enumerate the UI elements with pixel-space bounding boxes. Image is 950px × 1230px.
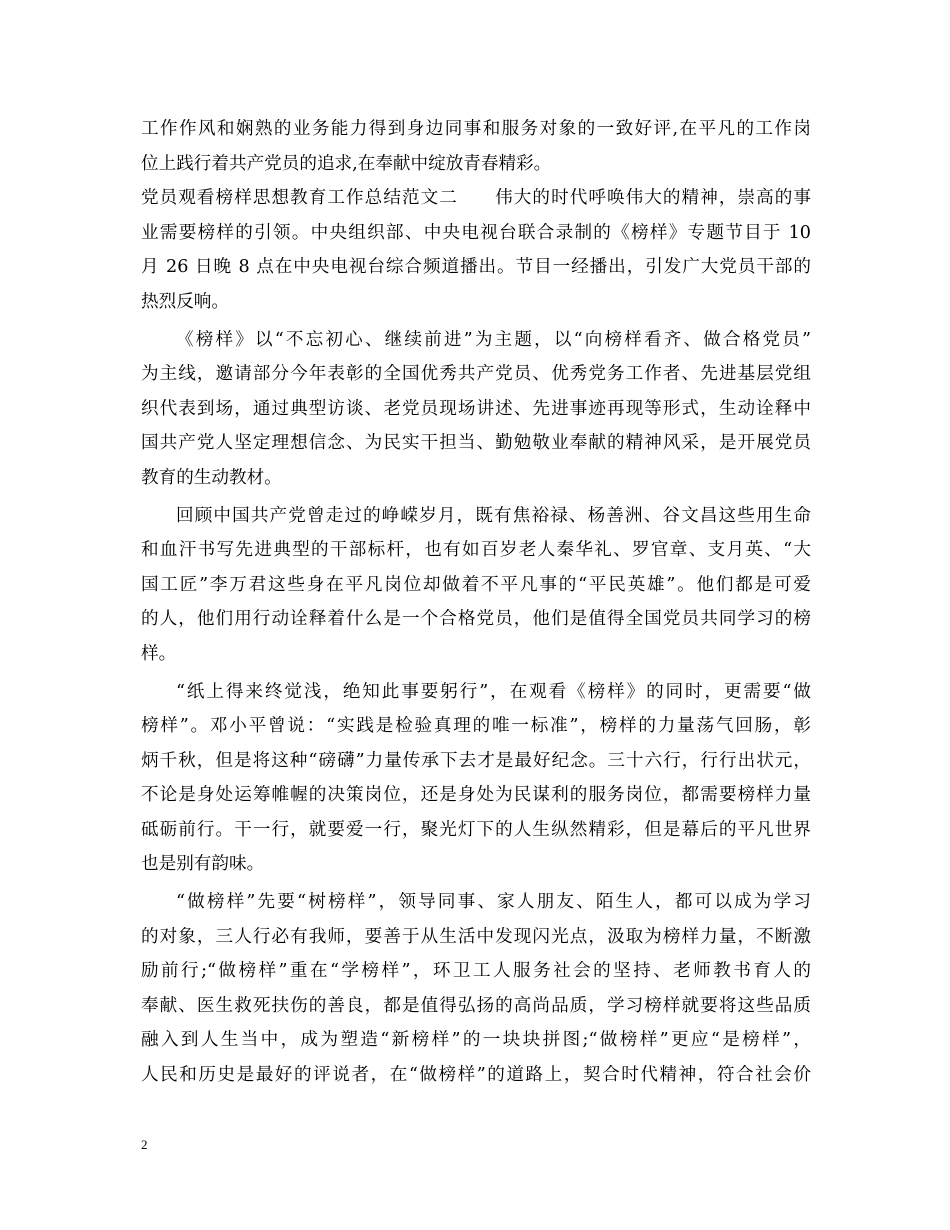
text-line: 回顾中国共产党曾走过的峥嵘岁月，既有焦裕禄、杨善洲、谷文昌这些用生命 bbox=[176, 505, 811, 526]
text-line: 国共产党人坚定理想信念、为民实干担当、勤勉敬业奉献的精神风采，是开展党员 bbox=[141, 433, 811, 454]
page-number: 2 bbox=[141, 1137, 148, 1152]
text-line: 样。 bbox=[141, 643, 177, 664]
body-text bbox=[141, 112, 811, 1093]
text-line: 热烈反响。 bbox=[141, 291, 229, 312]
text-line: 的对象，三人行必有我师，要善于从生活中发现闪光点，汲取为榜样力量，不断激 bbox=[141, 926, 811, 947]
text-line: 国工匠”李万君这些身在平凡岗位却做着不平凡事的“平民英雄”。他们都是可爱 bbox=[141, 574, 811, 595]
text-line: 工作作风和娴熟的业务能力得到身边同事和服务对象的一致好评,在平凡的工作岗 bbox=[141, 119, 811, 139]
text-line: 织代表到场，通过典型访谈、老党员现场讲述、先进事迹再现等形式，生动诠释中 bbox=[141, 398, 811, 419]
text-line: 榜样”。邓小平曾说：“实践是检验真理的唯一标准”，榜样的力量荡气回肠，彰 bbox=[141, 716, 811, 737]
text-line: “纸上得来终觉浅，绝知此事要躬行”，在观看《榜样》的同时，更需要“做 bbox=[176, 681, 811, 702]
text-line: 人民和历史是最好的评说者，在“做榜样”的道路上，契合时代精神，符合社会价 bbox=[141, 1065, 811, 1086]
text-line: 的人，他们用行动诠释着什么是一个合格党员，他们是值得全国党员共同学习的榜 bbox=[141, 609, 811, 630]
text-line: 党员观看榜样思想教育工作总结范文二 伟大的时代呼唤伟大的精神，崇高的事 bbox=[141, 188, 811, 209]
text-line: 也是别有韵味。 bbox=[141, 854, 265, 875]
text-line: 砥砺前行。干一行，就要爱一行，聚光灯下的人生纵然精彩，但是幕后的平凡世界 bbox=[141, 819, 811, 840]
text-line: 和血汗书写先进典型的干部标杆，也有如百岁老人秦华礼、罗官章、支月英、“大 bbox=[141, 540, 811, 561]
text-line: 融入到人生当中，成为塑造“新榜样”的一块块拼图;“做榜样”更应“是榜样”， bbox=[141, 1030, 811, 1051]
text-line: 业需要榜样的引领。中央组织部、中央电视台联合录制的《榜样》专题节目于 10 bbox=[141, 222, 811, 243]
text-line: 奉献、医生救死扶伤的善良，都是值得弘扬的高尚品质，学习榜样就要将这些品质 bbox=[141, 995, 811, 1016]
text-line: 不论是身处运筹帷幄的决策岗位，还是身处为民谋利的服务岗位，都需要榜样力量 bbox=[141, 785, 811, 806]
text-line: 炳千秋，但是将这种“磅礴”力量传承下去才是最好纪念。三十六行，行行出状元， bbox=[141, 750, 811, 771]
text-line: 为主线，邀请部分今年表彰的全国优秀共产党员、优秀党务工作者、先进基层党组 bbox=[141, 364, 811, 385]
text-line: 月 26 日晚 8 点在中央电视台综合频道播出。节目一经播出，引发广大党员干部的 bbox=[141, 257, 811, 278]
text-line: 教育的生动教材。 bbox=[141, 467, 282, 488]
text-line: 励前行;“做榜样”重在“学榜样”，环卫工人服务社会的坚持、老师教书育人的 bbox=[141, 961, 811, 982]
text-line: 位上践行着共产党员的追求,在奉献中绽放青春精彩。 bbox=[141, 153, 552, 174]
text-line: “做榜样”先要“树榜样”，领导同事、家人朋友、陌生人，都可以成为学习 bbox=[176, 892, 811, 913]
text-line: 《榜样》以“不忘初心、继续前进”为主题，以“向榜样看齐、做合格党员” bbox=[176, 329, 811, 350]
